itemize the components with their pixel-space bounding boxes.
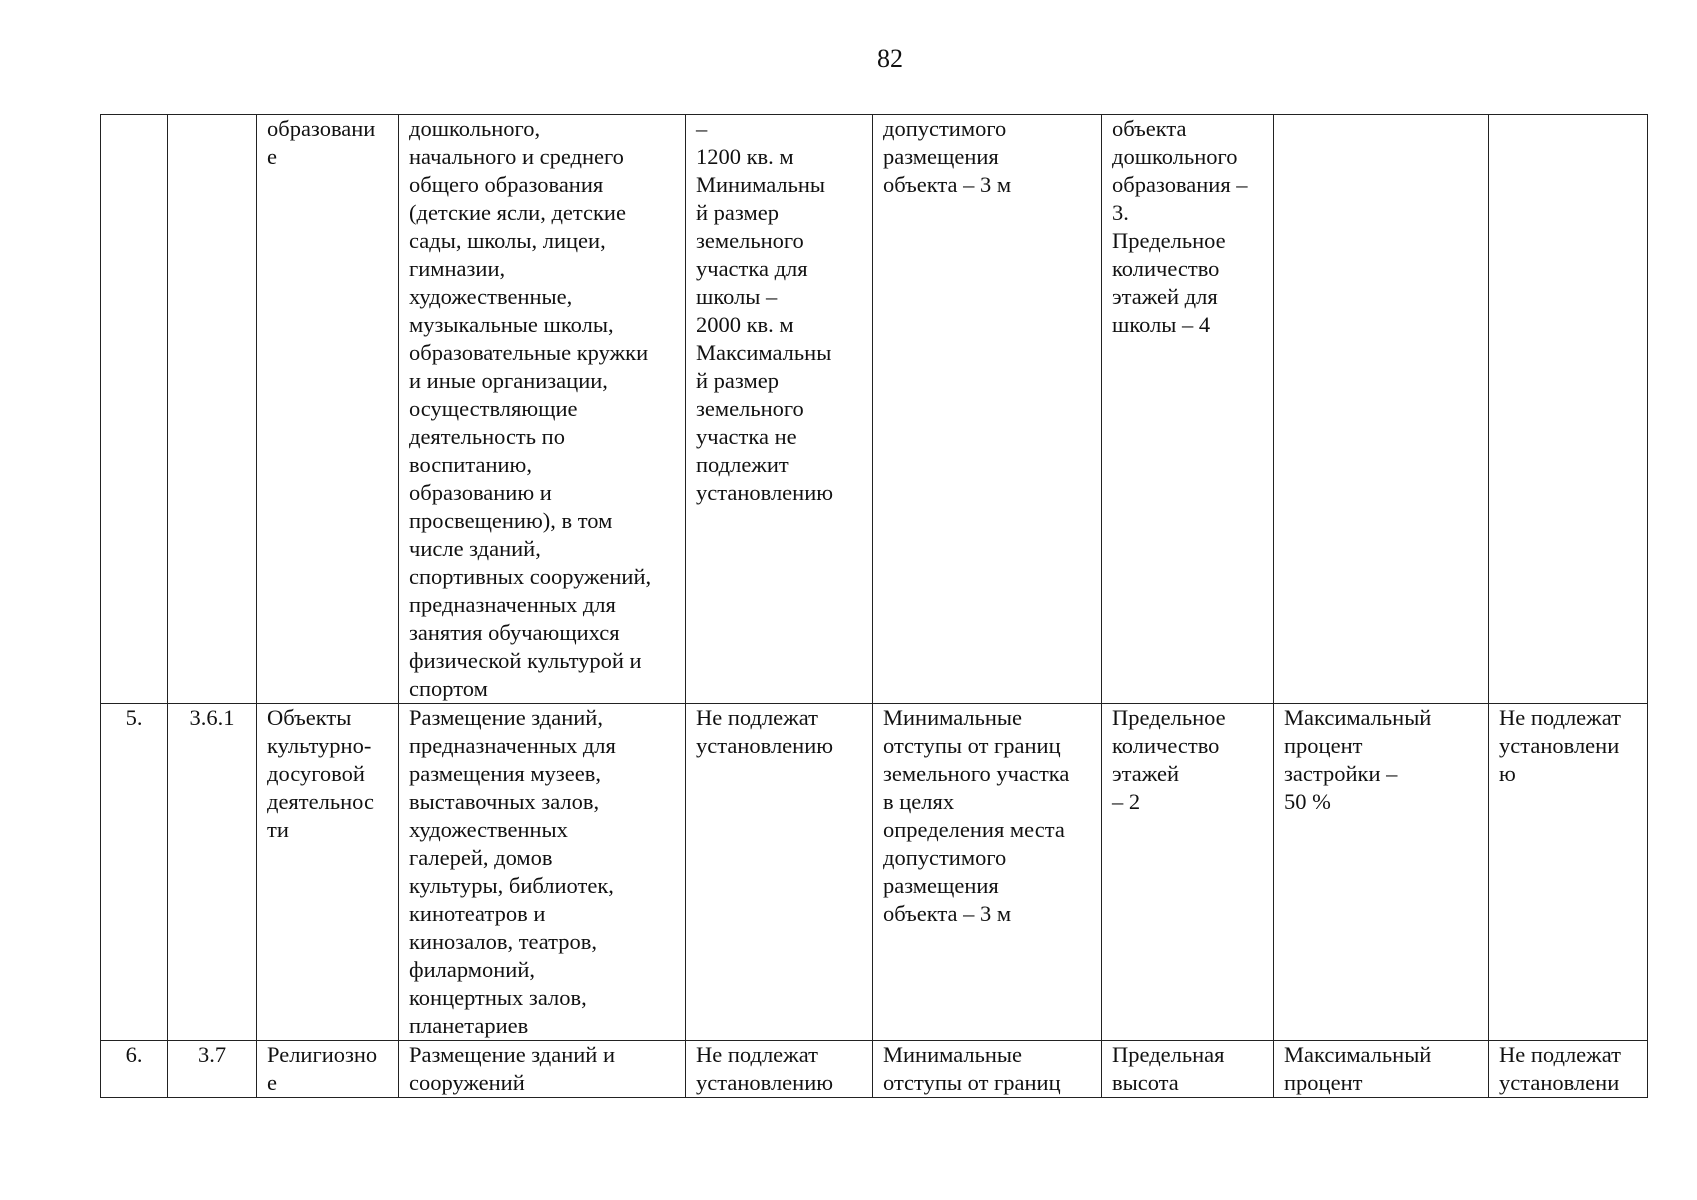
zoning-regulations-table [100,114,1648,1098]
other-parameters-cell: Не подлежат установлени ю [1489,704,1648,1041]
floors-cell: Предельное количество этажей – 2 [1102,704,1274,1041]
use-name-cell: Объекты культурно- досуговой деятельнос ти [257,704,399,1041]
use-name-cell: образовани е [257,115,399,704]
setbacks-cell: Минимальные отступы от границ земельного участка в целях определения места допустимого размещения объекта – 3 м [873,704,1102,1041]
table-row [101,115,1648,704]
classifier-code-cell [168,115,257,704]
land-size-cell: – 1200 кв. м Минимальны й размер земельного участка для школы – 2000 кв. м Максимальны й размер земельного участка не подлежит установлению [686,115,873,704]
row-number-cell: 5. [101,704,168,1041]
land-size-cell: Не подлежат установлению [686,704,873,1041]
use-name-cell: Религиозно е [257,1041,399,1098]
use-description-cell: Размещение зданий и сооружений [399,1041,686,1098]
floors-cell: объекта дошкольного образования – 3. Предельное количество этажей для школы – 4 [1102,115,1274,704]
other-parameters-cell: Не подлежат установлени [1489,1041,1648,1098]
use-description-cell: дошкольного, начального и среднего общего образования (детские ясли, детские сады, школы, лицеи, гимназии, художественные, музыкальные школы, образовательные кружки и иные организации, осуществляющие деятельность по воспитанию, образованию и просвещению), в том числе зданий, спортивных сооружений, предназначенных для занятия обучающихся физической культурой и спортом [399,115,686,704]
coverage-cell [1274,115,1489,704]
floors-cell: Предельная высота [1102,1041,1274,1098]
land-size-cell: Не подлежат установлению [686,1041,873,1098]
table-row [101,1041,1648,1098]
row-number-cell: 6. [101,1041,168,1098]
classifier-code-cell: 3.7 [168,1041,257,1098]
table-row [101,704,1648,1041]
row-number-cell [101,115,168,704]
coverage-cell: Максимальный процент [1274,1041,1489,1098]
other-parameters-cell [1489,115,1648,704]
setbacks-cell: допустимого размещения объекта – 3 м [873,115,1102,704]
page-number: 82 [877,44,903,73]
use-description-cell: Размещение зданий, предназначенных для размещения музеев, выставочных залов, художественных галерей, домов культуры, библиотек, кинотеатров и кинозалов, театров, филармоний, концертных залов, планетариев [399,704,686,1041]
coverage-cell: Максимальный процент застройки – 50 % [1274,704,1489,1041]
setbacks-cell: Минимальные отступы от границ [873,1041,1102,1098]
classifier-code-cell: 3.6.1 [168,704,257,1041]
